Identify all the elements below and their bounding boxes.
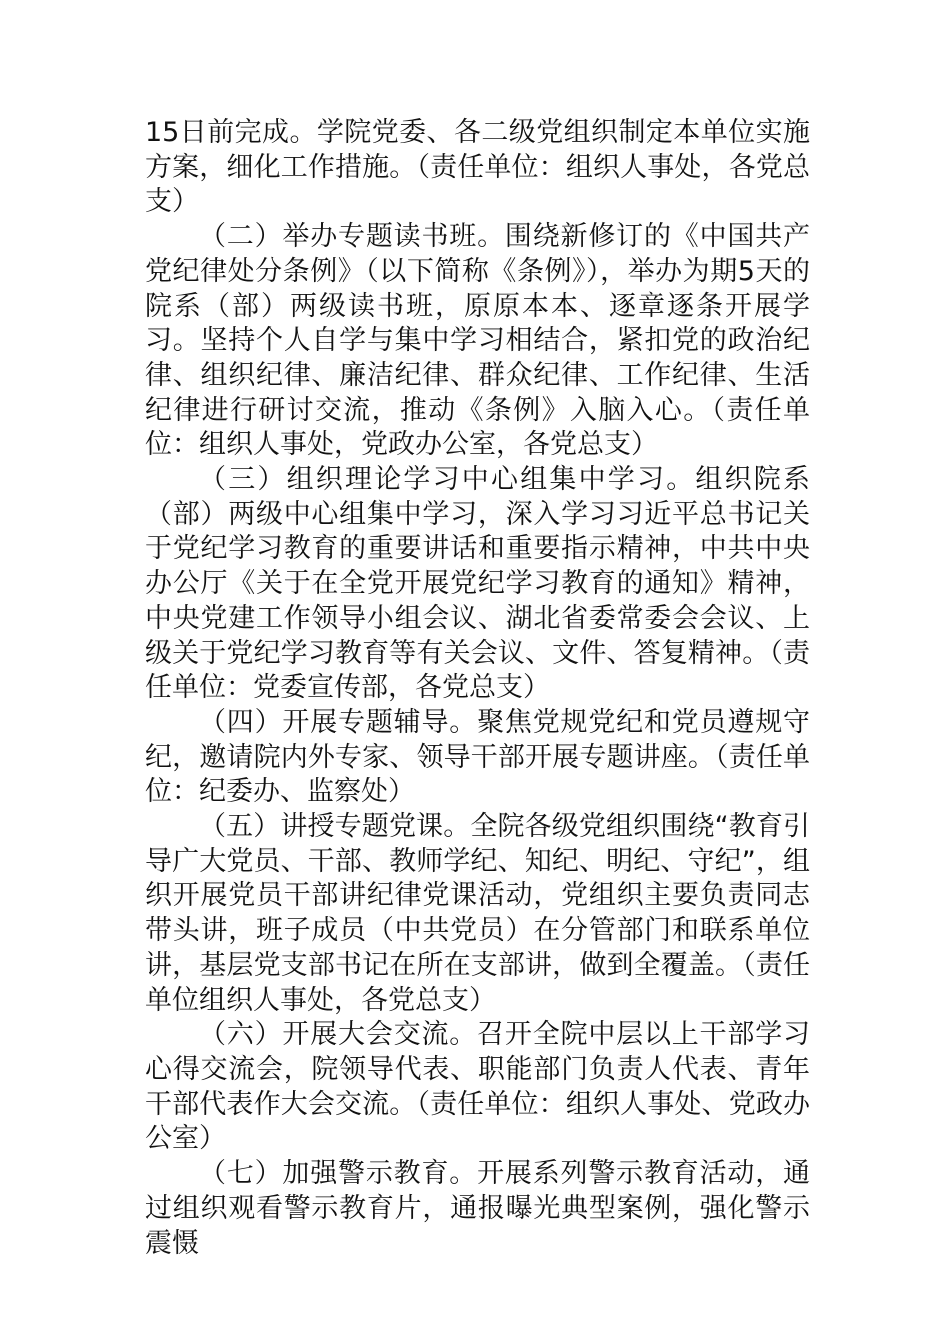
paragraph-warning-education: （七）加强警示教育。开展系列警示教育活动，通过组织观看警示教育片，通报曝光典型案例，强化警示震慑: [145, 1158, 810, 1259]
paragraph-conference-exchange: （六）开展大会交流。召开全院中层以上干部学习心得交流会，院领导代表、职能部门负责人代表、青年干部代表作大会交流。（责任单位：组织人事处、党政办公室）: [145, 1019, 810, 1155]
document-page: [145, 116, 810, 1261]
paragraph-central-group-study: （三）组织理论学习中心组集中学习。组织院系（部）两级中心组集中学习，深入学习习近平总书记关于党纪学习教育的重要讲话和重要指示精神，中共中央办公厅《关于在全党开展党纪学习教育的通知》精神，中央党建工作领导小组会议、湖北省委常委会会议、上级关于党纪学习教育等有关会议、文件、答复精神。（责任单位：党委宣传部，各党总支）: [145, 464, 810, 704]
paragraph-special-tutoring: （四）开展专题辅导。聚焦党规党纪和党员遵规守纪，邀请院内外专家、领导干部开展专题讲座。（责任单位：纪委办、监察处）: [145, 706, 810, 808]
paragraph-reading-class: （二）举办专题读书班。围绕新修订的《中国共产党纪律处分条例》（以下简称《条例》），举办为期5天的院系（部）两级读书班，原原本本、逐章逐条开展学习。坚持个人自学与集中学习相结合，紧扣党的政治纪律、组织纪律、廉洁纪律、群众纪律、工作纪律、生活纪律进行研讨交流，推动《条例》入脑入心。（责任单位：组织人事处，党政办公室，各党总支）: [145, 221, 810, 461]
paragraph-continuation: 15日前完成。学院党委、各二级党组织制定本单位实施方案，细化工作措施。（责任单位：组织人事处，各党总支）: [145, 117, 810, 218]
paragraph-party-lecture: （五）讲授专题党课。全院各级党组织围绕“教育引导广大党员、干部、教师学纪、知纪、明纪、守纪”，组织开展党员干部讲纪律党课活动，党组织主要负责同志带头讲，班子成员（中共党员）在分管部门和联系单位讲，基层党支部书记在所在支部讲，做到全覆盖。（责任单位组织人事处，各党总支）: [145, 811, 810, 1016]
